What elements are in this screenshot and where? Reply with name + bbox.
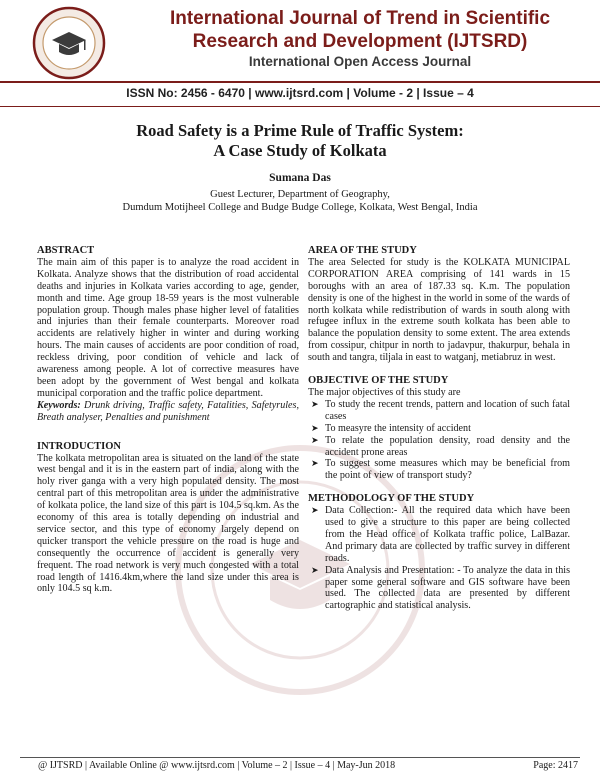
- objective-item: ➤ To measyre the intensity of accident: [311, 422, 471, 434]
- methodology-heading: METHODOLOGY OF THE STUDY: [308, 493, 475, 505]
- introduction-heading: INTRODUCTION: [37, 440, 122, 452]
- arrow-bullet-icon: ➤: [311, 458, 319, 469]
- objective-list: [308, 399, 570, 482]
- objective-intro: The major objectives of this study are: [308, 386, 461, 398]
- author-affiliation: [20, 188, 580, 214]
- left-column: [37, 245, 299, 595]
- journal-header: [0, 0, 600, 112]
- issn-line: ISSN No: 2456 - 6470 | www.ijtsrd.com | Volume - 2 | Issue – 4: [126, 86, 474, 100]
- area-body: The area Selected for study is the KOLKATA MUNICIPAL CORPORATION AREA comprising of 141 wards in 15 boroughs with an area of 187.33 sq. K.m. The population density is one of the highest in the world in some of the wards of north kolkata while redistribution of wards in south along with refugee influx in the extreme south kolkata has been able to balance the population density to some extent. The area extends from cossipur, chitpur in north to jadavpur, thakurpur, behala in south and tangra, tiljala in east to watganj, metiabruz in west.: [308, 256, 570, 364]
- journal-title-line1: International Journal of Trend in Scientific: [169, 8, 551, 29]
- journal-logo-icon: [30, 6, 108, 80]
- keywords-text: Drunk driving, Traffic safety, Fatalities, Safetyrules, Breath analyser, Penalties and punishment: [37, 399, 299, 423]
- methodology-list: [308, 505, 570, 612]
- arrow-bullet-icon: ➤: [311, 564, 319, 575]
- footer-divider: [20, 757, 580, 758]
- header-divider: [0, 81, 600, 83]
- journal-subtitle: International Open Access Journal: [248, 54, 472, 69]
- right-column: [308, 245, 570, 612]
- objective-item: ➤ To relate the population density, road density and the accident prone areas: [311, 434, 570, 458]
- footer-journal-info: @ IJTSRD | Available Online @ www.ijtsrd.com | Volume – 2 | Issue – 4 | May-Jun 2018: [38, 760, 396, 771]
- introduction-body: The kolkata metropolitan area is situated on the land of the state west bengal and it is in the eastern part of india, along with the holy river ganga with a very high populated density. The most central part of this metropolitan area is under the administrative of kolkata police, the land size of this part is 104.5 sq.km. As the economy of this area is totally depending on industrial and service sector, and this type of economy largely depend on quicker transport the vehicle pressure on the road is huge and consequently the occurrence of accident is generally very frequent. The road network is very much congested with a total road length of 1416.4km,where the land size under this area is only 104.5 sq k.m.: [37, 452, 299, 595]
- journal-title-line2: Research and Development (IJTSRD): [192, 31, 528, 52]
- affiliation-line2: Dumdum Motijheel College and Budge Budge College, Kolkata, West Bengal, India: [122, 202, 478, 213]
- keywords: [37, 400, 299, 424]
- journal-title: [125, 7, 595, 53]
- journal-logo: [30, 6, 108, 80]
- arrow-bullet-icon: ➤: [311, 505, 319, 516]
- objective-item: ➤ To suggest some measures which may be beneficial from the point of view of transport study?: [311, 458, 570, 482]
- arrow-bullet-icon: ➤: [311, 398, 319, 409]
- page-number: Page: 2417: [533, 760, 578, 771]
- paper-title: [20, 121, 580, 161]
- methodology-item: ➤ Data Analysis and Presentation: - To analyze the data in this paper some general software and GIS software have been used. The collected data are presented by different cartographic and statistical analysis.: [311, 564, 570, 612]
- paper-title-line1: Road Safety is a Prime Rule of Traffic System:: [136, 121, 464, 140]
- arrow-bullet-icon: ➤: [311, 434, 319, 445]
- objective-item: ➤ To study the recent trends, pattern and location of such fatal cases: [311, 398, 570, 422]
- methodology-item: ➤ Data Collection:- All the required data which have been used to give a structure to this paper are being collected from the Head office of Kolkata traffic police, LalBazar. And primary data are collected by traffic survey in different roads.: [311, 505, 570, 564]
- affiliation-line1: Guest Lecturer, Department of Geography,: [210, 189, 390, 200]
- abstract-body: The main aim of this paper is to analyze the road accident in Kolkata. Analyze shows that the distribution of road accidental deaths and injuries in Kolkata varies according to age, gender, month and time. Age group 18-59 years is the most vulnerable population group. Though males phase higher level of fatalities and injuries than their female counterparts. Moreover road accidents are relatively higher in winter and during working hours. The main causes of accidents are poor condition of road, reckless driving, poor condition of vehicle and lack of awareness among people. A lot of corrective measures have been adopt by the government of West bengal and kolkata municipal corporation and the traffic police department.: [37, 256, 299, 399]
- header-divider-bottom: [0, 106, 600, 107]
- author-name: Sumana Das: [269, 172, 331, 184]
- area-heading: AREA OF THE STUDY: [308, 245, 417, 256]
- objective-heading: OBJECTIVE OF THE STUDY: [308, 375, 449, 387]
- paper-title-line2: A Case Study of Kolkata: [213, 141, 387, 160]
- abstract-heading: ABSTRACT: [37, 245, 95, 256]
- keywords-label: Keywords:: [37, 399, 81, 411]
- arrow-bullet-icon: ➤: [311, 422, 319, 433]
